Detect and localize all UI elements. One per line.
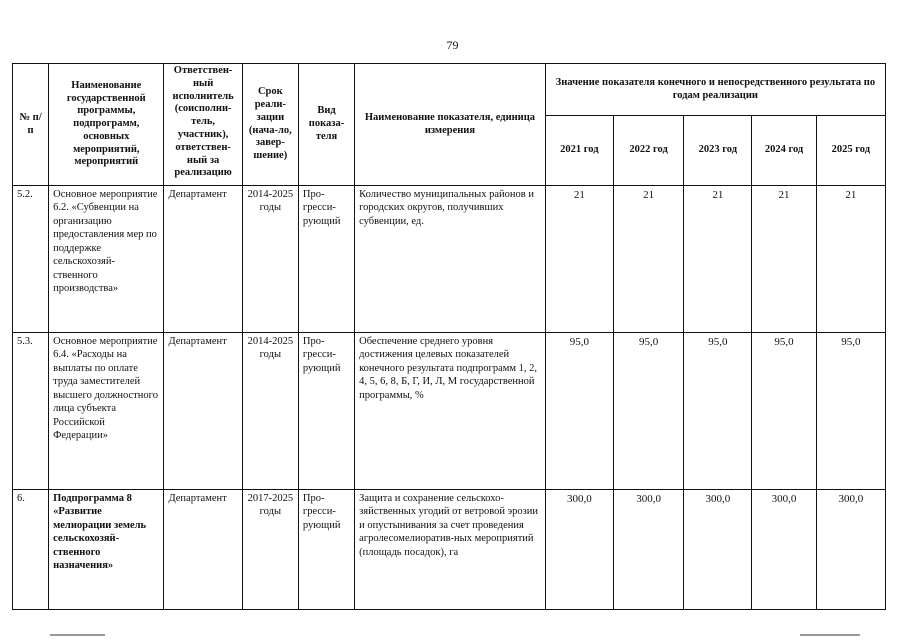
- scan-edge-mark: [800, 634, 860, 636]
- header-responsible: Ответствен-ный исполнитель (соисполни-тель, участник), ответствен-ный за реализацию: [164, 64, 242, 186]
- page-number: 79: [446, 38, 459, 52]
- row-name: Основное мероприятие 6.2. «Субвенции на организацию предоставления мер по поддержке сельскохозяй-ственного производства»: [49, 186, 164, 333]
- table-row: [13, 490, 886, 610]
- row-value: 95,0: [545, 333, 613, 490]
- row-value: 300,0: [752, 490, 816, 610]
- header-values-group: Значение показателя конечного и непосредственного результата по годам реализации: [545, 64, 885, 116]
- header-year: 2022 год: [613, 116, 683, 186]
- row-period: 2014-2025 годы: [242, 186, 298, 333]
- header-row: [13, 64, 886, 116]
- row-name: Основное мероприятие 6.4. «Расходы на выплаты по оплате труда заместителей высшего должностного лица субъекта Российской Федерации»: [49, 333, 164, 490]
- row-value: 21: [816, 186, 885, 333]
- header-type: Вид показа-теля: [298, 64, 354, 186]
- table-row: [13, 333, 886, 490]
- row-responsible: Департамент: [164, 333, 242, 490]
- row-type: Про-гресси-рующий: [298, 186, 354, 333]
- row-value: 95,0: [816, 333, 885, 490]
- row-num: 6.: [13, 490, 49, 610]
- header-indicator: Наименование показателя, единица измерения: [355, 64, 546, 186]
- header-name: Наименование государственной программы, подпрограмм, основных мероприятий, мероприятий: [49, 64, 164, 186]
- scan-edge-mark: [50, 634, 105, 636]
- header-num: № п/п: [13, 64, 49, 186]
- header-year: 2025 год: [816, 116, 885, 186]
- row-period: 2017-2025 годы: [242, 490, 298, 610]
- row-responsible: Департамент: [164, 490, 242, 610]
- row-value: 95,0: [684, 333, 752, 490]
- row-name: Подпрограмма 8 «Развитие мелиорации земель сельскохозяй-ственного назначения»: [49, 490, 164, 610]
- header-year: 2021 год: [545, 116, 613, 186]
- row-value: 21: [752, 186, 816, 333]
- header-period: Срок реали-зации (нача-ло, завер-шение): [242, 64, 298, 186]
- indicators-table: [12, 63, 886, 610]
- row-period: 2014-2025 годы: [242, 333, 298, 490]
- row-indicator: Количество муниципальных районов и городских округов, получивших субвенции, ед.: [355, 186, 546, 333]
- row-value: 21: [613, 186, 683, 333]
- row-value: 300,0: [545, 490, 613, 610]
- row-value: 95,0: [752, 333, 816, 490]
- row-num: 5.3.: [13, 333, 49, 490]
- row-num: 5.2.: [13, 186, 49, 333]
- row-value: 95,0: [613, 333, 683, 490]
- row-value: 300,0: [816, 490, 885, 610]
- row-type: Про-гресси-рующий: [298, 333, 354, 490]
- row-value: 21: [684, 186, 752, 333]
- row-value: 300,0: [613, 490, 683, 610]
- row-value: 21: [545, 186, 613, 333]
- row-indicator: Защита и сохранение сельскохо-зяйственных угодий от ветровой эрозии и опустынивания за счет проведения агролесомелиоратив-ных мероприятий (площадь посадок), га: [355, 490, 546, 610]
- header-year: 2023 год: [684, 116, 752, 186]
- table-row: [13, 186, 886, 333]
- row-responsible: Департамент: [164, 186, 242, 333]
- row-type: Про-гресси-рующий: [298, 490, 354, 610]
- row-indicator: Обеспечение среднего уровня достижения целевых показателей конечного результата подпрограмм 1, 2, 4, 5, 6, 8, Б, Г, И, Л, М государственной программы, %: [355, 333, 546, 490]
- header-year: 2024 год: [752, 116, 816, 186]
- row-value: 300,0: [684, 490, 752, 610]
